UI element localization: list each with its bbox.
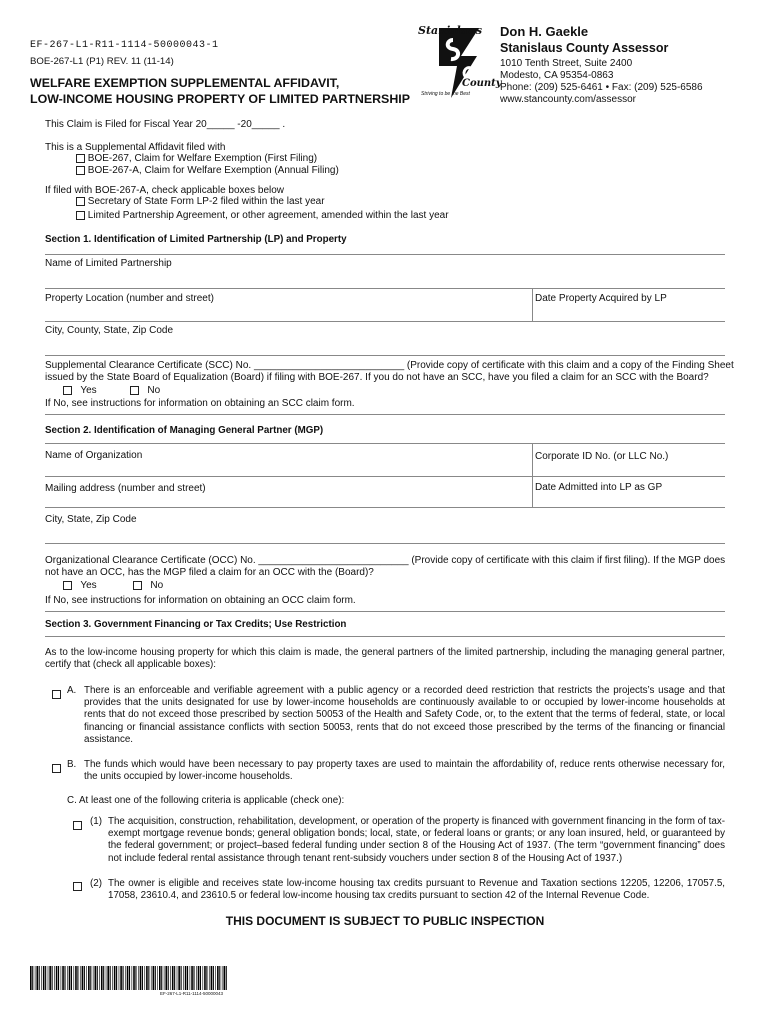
option-label: Limited Partnership Agreement, or other agreement, amended within the last year [87, 210, 449, 221]
checkbox[interactable] [63, 581, 72, 590]
section2-heading: Section 2. Identification of Managing General Partner (MGP) [45, 425, 324, 436]
option-lp2[interactable] [76, 196, 325, 207]
mgp-city-field[interactable]: City, State, Zip Code [45, 514, 137, 525]
divider [45, 636, 725, 637]
occ-no[interactable] [133, 580, 163, 591]
barcode [30, 966, 230, 990]
mailing-address-field[interactable]: Mailing address (number and street) [45, 483, 206, 494]
checkbox-a[interactable] [52, 686, 61, 704]
option-label: BOE-267, Claim for Welfare Exemption (First Filing) [87, 153, 318, 164]
scc-number-line[interactable]: Supplemental Clearance Certificate (SCC) No. ___________________________ (Provide copy of certificate with this claim and a copy of the Finding Sheet [45, 360, 734, 371]
yes-label: Yes [80, 580, 97, 591]
scc-yes[interactable] [63, 385, 97, 396]
divider [45, 443, 725, 444]
fiscal-year-line: This Claim is Filed for Fiscal Year 20_____ -20_____ . [45, 119, 286, 130]
date-acquired-field[interactable]: Date Property Acquired by LP [535, 293, 667, 304]
divider [45, 321, 725, 322]
checkbox[interactable] [76, 154, 85, 163]
item-c1-label: (1) [90, 816, 102, 827]
checkbox-c1[interactable] [73, 817, 82, 835]
checkbox[interactable] [73, 821, 82, 830]
option-boe267[interactable] [76, 153, 317, 164]
item-b-label: B. [67, 759, 77, 770]
option-label: Secretary of State Form LP-2 filed within the last year [87, 196, 325, 207]
supplemental-filed-with: This is a Supplemental Affidavit filed with [45, 142, 226, 153]
divider [45, 476, 725, 477]
checkbox[interactable] [130, 386, 139, 395]
item-c2-label: (2) [90, 878, 102, 889]
divider [45, 611, 725, 612]
scc-question: issued by the State Board of Equalization (Board) if filing with BOE-267. If you do not have an SCC, have you filed a claim for an SCC with the Board? [45, 372, 709, 383]
divider [45, 507, 725, 508]
checkbox[interactable] [76, 211, 85, 220]
option-label: BOE-267-A, Claim for Welfare Exemption (Annual Filing) [87, 165, 339, 176]
item-c-text: C. At least one of the following criteria is applicable (check one): [67, 795, 345, 806]
item-a-text: There is an enforceable and verifiable agreement with a public agency or a recorded deed restriction that restricts the projects’s usage and that provides that the units designated for use by lower-income households are continuously available to or occupied by lower-income households at rents that do not exceed those prescribed by section 50053 of the Health and Safety Code, or, to the extent that the terms of federal, state, or local financing or financial assistance conflicts with section 50053, rents that do not exceed those prescribed by the terms of the financing or financial assistance. [84, 685, 725, 745]
divider [532, 288, 533, 321]
org-name-field[interactable]: Name of Organization [45, 450, 143, 461]
form-title-line1: WELFARE EXEMPTION SUPPLEMENTAL AFFIDAVIT, [30, 76, 340, 90]
property-location-field[interactable]: Property Location (number and street) [45, 293, 214, 304]
no-label: No [150, 580, 164, 591]
item-c1-text: The acquisition, construction, rehabilitation, development, or operation of the property is financed with government financing in the form of tax-exempt mortgage revenue bonds; general obligation bonds; local, state, or federal loans or grants; or any loan insured, held, or guaranteed by the federal government; or project–based federal funding under section 8 of the Housing Act of 1937. (The term “government financing” does not include federal rental assistance through tenant rent-subsidy vouchers under section 8 of the Housing Act of 1937.) [108, 816, 725, 864]
divider [532, 443, 533, 507]
checkbox[interactable] [76, 197, 85, 206]
divider [45, 355, 725, 356]
divider [45, 254, 725, 255]
logo-text-bottom: County [462, 78, 502, 89]
form-revision: BOE-267-L1 (P1) REV. 11 (11-14) [30, 56, 174, 67]
divider [45, 288, 725, 289]
scc-no[interactable] [130, 385, 160, 396]
item-a-label: A. [67, 685, 77, 696]
checkbox[interactable] [133, 581, 142, 590]
lp-name-field[interactable]: Name of Limited Partnership [45, 258, 172, 269]
section3-heading: Section 3. Government Financing or Tax Credits; Use Restriction [45, 619, 347, 630]
divider [45, 543, 725, 544]
assessor-name: Don H. Gaekle [500, 24, 589, 39]
checkbox[interactable] [73, 882, 82, 891]
assessor-title: Stanislaus County Assessor [500, 41, 669, 55]
if-filed-note: If filed with BOE-267-A, check applicable boxes below [45, 185, 285, 196]
lp-city-field[interactable]: City, County, State, Zip Code [45, 325, 174, 336]
assessor-address1: 1010 Tenth Street, Suite 2400 [500, 58, 633, 69]
occ-instructions: If No, see instructions for information on obtaining an OCC claim form. [45, 595, 356, 606]
occ-question: not have an OCC, has the MGP filed a claim for an OCC with the (Board)? [45, 567, 374, 578]
checkbox[interactable] [76, 166, 85, 175]
checkbox-c2[interactable] [73, 878, 82, 896]
option-lp-agreement[interactable] [76, 210, 449, 221]
assessor-phone: Phone: (209) 525-6461 • Fax: (209) 525-6586 [500, 82, 703, 93]
occ-number-line[interactable]: Organizational Clearance Certificate (OCC) No. ___________________________ (Provide copy of certificate with this claim if first filing). If the MGP does [45, 555, 726, 566]
no-label: No [147, 385, 161, 396]
form-title-line2: LOW-INCOME HOUSING PROPERTY OF LIMITED PARTNERSHIP [30, 92, 410, 106]
checkbox-b[interactable] [52, 760, 61, 778]
checkbox[interactable] [52, 764, 61, 773]
divider [45, 414, 725, 415]
option-boe267a[interactable] [76, 165, 339, 176]
assessor-address2: Modesto, CA 95354-0863 [500, 70, 614, 81]
scc-instructions: If No, see instructions for information on obtaining an SCC claim form. [45, 398, 355, 409]
form-code: EF-267-L1-R11-1114-50000043-1 [30, 40, 219, 51]
checkbox[interactable] [63, 386, 72, 395]
barcode-text: EF-267-L1-R11-1114-50000043 [160, 991, 224, 996]
item-b-text: The funds which would have been necessary to pay property taxes are used to maintain the affordability of, reduce rents otherwise necessary for, the units occupied by lower-income households. [84, 759, 725, 783]
assessor-website: www.stancounty.com/assessor [500, 94, 636, 105]
public-inspection-notice: THIS DOCUMENT IS SUBJECT TO PUBLIC INSPECTION [225, 914, 545, 928]
logo-text-top: Stanislaus [418, 24, 483, 37]
section1-heading: Section 1. Identification of Limited Partnership (LP) and Property [45, 234, 347, 245]
date-admitted-field[interactable]: Date Admitted into LP as GP [535, 482, 663, 493]
corp-id-field[interactable]: Corporate ID No. (or LLC No.) [535, 451, 669, 462]
checkbox[interactable] [52, 690, 61, 699]
item-c2-text: The owner is eligible and receives state low-income housing tax credits pursuant to Revenue and Taxation sections 12205, 12206, 17057.5, 17058, 23610.4, and 23610.5 or federal low-income housing tax credits pursuant to section 42 of the Internal Revenue Code. [108, 878, 725, 902]
logo-motto: Striving to be the Best [421, 91, 470, 97]
occ-yes[interactable] [63, 580, 97, 591]
section3-intro: As to the low-income housing property for which this claim is made, the general partners of the limited partnership, including the managing general partner, certify that (check all applicable boxes): [45, 647, 725, 671]
yes-label: Yes [80, 385, 97, 396]
